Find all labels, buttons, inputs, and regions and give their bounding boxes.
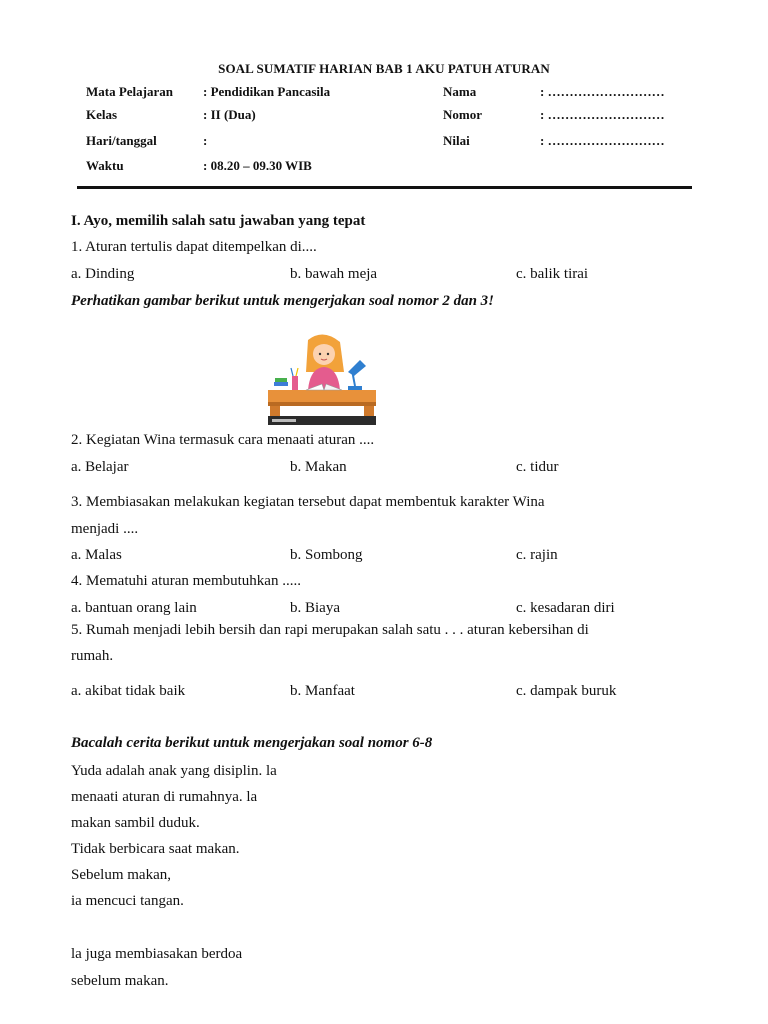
question-5-line-1: 5. Rumah menjadi lebih bersih dan rapi merupakan salah satu . . . aturan kebersihan di — [71, 622, 589, 638]
q2-option-c: c. tidur — [516, 459, 559, 475]
waktu-label: Waktu — [86, 158, 124, 173]
story-line: Sebelum makan, — [71, 867, 171, 883]
nomor-label: Nomor — [443, 107, 482, 122]
story-line: sebelum makan. — [71, 973, 169, 989]
q2-option-b: b. Makan — [290, 459, 347, 475]
question-5-line-2: rumah. — [71, 648, 114, 664]
hari-label: Hari/tanggal — [86, 133, 157, 148]
story-line: ia mencuci tangan. — [71, 893, 184, 909]
kelas-label: Kelas — [86, 107, 118, 122]
question-3-line-2: menjadi .... — [71, 521, 139, 537]
nilai-value: : ……………………… — [540, 133, 665, 148]
kelas-value: : II (Dua) — [203, 107, 256, 122]
q5-option-a: a. akibat tidak baik — [71, 683, 186, 699]
header-divider — [77, 186, 692, 189]
q3-option-c: c. rajin — [516, 547, 558, 563]
instruction-picture: Perhatikan gambar berikut untuk mengerjakan soal nomor 2 dan 3! — [71, 293, 495, 309]
question-4: 4. Mematuhi aturan membutuhkan ..... — [71, 573, 301, 589]
nomor-value: : ……………………… — [540, 107, 665, 122]
mapel-value: : Pendidikan Pancasila — [203, 84, 331, 99]
q5-option-b: b. Manfaat — [290, 683, 355, 699]
q1-option-c: c. balik tirai — [516, 266, 589, 282]
story-line: menaati aturan di rumahnya. la — [71, 789, 258, 805]
waktu-value: : 08.20 – 09.30 WIB — [203, 158, 312, 173]
q5-option-c: c. dampak buruk — [516, 683, 617, 699]
q3-option-a: a. Malas — [71, 547, 122, 563]
instruction-story: Bacalah cerita berikut untuk mengerjakan soal nomor 6-8 — [71, 735, 433, 751]
section-heading: I. Ayo, memilih salah satu jawaban yang tepat — [71, 213, 366, 229]
story-line: Yuda adalah anak yang disiplin. la — [71, 763, 277, 779]
question-2: 2. Kegiatan Wina termasuk cara menaati aturan .... — [71, 432, 375, 448]
nilai-label: Nilai — [443, 133, 470, 148]
story-line: Tidak berbicara saat makan. — [71, 841, 240, 857]
q1-option-b: b. bawah meja — [290, 266, 378, 282]
hari-value: : — [203, 133, 208, 148]
question-3-line-1: 3. Membiasakan melakukan kegiatan tersebut dapat membentuk karakter Wina — [71, 494, 545, 510]
girl-studying-at-desk-illustration — [268, 330, 376, 428]
q4-option-c: c. kesadaran diri — [516, 600, 615, 616]
story-line: makan sambil duduk. — [71, 815, 200, 831]
q4-option-b: b. Biaya — [290, 600, 340, 616]
question-1: 1. Aturan tertulis dapat ditempelkan di.... — [71, 239, 317, 255]
q1-option-a: a. Dinding — [71, 266, 135, 282]
q2-option-a: a. Belajar — [71, 459, 129, 475]
nama-value: : ……………………… — [540, 84, 665, 99]
story-line: la juga membiasakan berdoa — [71, 946, 243, 962]
mapel-label: Mata Pelajaran — [86, 84, 174, 99]
q4-option-a: a. bantuan orang lain — [71, 600, 197, 616]
page-title: SOAL SUMATIF HARIAN BAB 1 AKU PATUH ATURAN — [218, 61, 550, 76]
q3-option-b: b. Sombong — [290, 547, 363, 563]
nama-label: Nama — [443, 84, 477, 99]
